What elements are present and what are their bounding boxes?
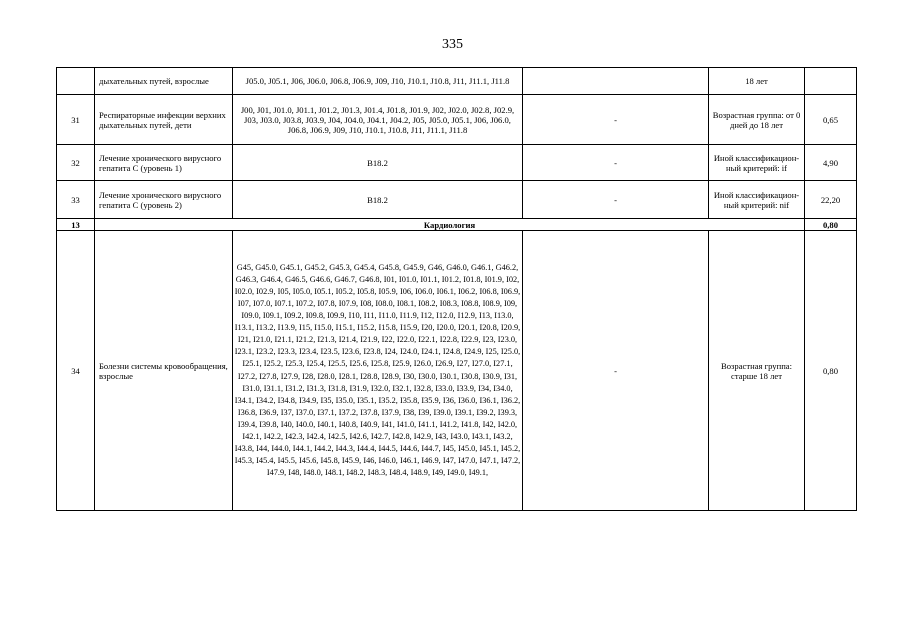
service-code: - [523,95,709,145]
classification-criterion: Иной классификацион-ный критерий: nif [709,181,805,219]
section-coefficient: 0,80 [805,219,857,231]
coefficient: 0,80 [805,231,857,511]
coefficient: 0,65 [805,95,857,145]
table-row [57,231,857,511]
page-number: 335 [442,37,463,52]
table-row [57,68,857,95]
service-code [523,68,709,95]
diagnosis-group-name: дыхательных путей, взрослые [95,68,233,95]
row-number: 34 [57,231,95,511]
table-row [57,145,857,181]
coefficient: 22,20 [805,181,857,219]
row-number: 31 [57,95,95,145]
service-code: - [523,145,709,181]
section-title: Кардиология [95,219,805,231]
coefficient [805,68,857,95]
service-code: - [523,181,709,219]
service-code: - [523,231,709,511]
table-row [57,95,857,145]
classification-criterion: 18 лет [709,68,805,95]
diagnosis-group-name: Респираторные инфекции верхних дыхательных путей, дети [95,95,233,145]
coefficient: 4,90 [805,145,857,181]
tariff-table [56,67,857,511]
icd-codes: B18.2 [233,145,523,181]
diagnosis-group-name: Болезни системы кровообращения, взрослые [95,231,233,511]
section-header-row [57,219,857,231]
row-number: 32 [57,145,95,181]
diagnosis-group-name: Лечение хронического вирусного гепатита С (уровень 1) [95,145,233,181]
classification-criterion: Возрастная группа: от 0 дней до 18 лет [709,95,805,145]
table-row [57,181,857,219]
classification-criterion: Иной классификацион-ный критерий: if [709,145,805,181]
classification-criterion: Возрастная группа: старше 18 лет [709,231,805,511]
icd-codes: G45, G45.0, G45.1, G45.2, G45.3, G45.4, G45.8, G45.9, G46, G46.0, G46.1, G46.2, G46.3, G46.4, G46.5, G46.6, G46.7, G46.8, I01, I01.0, I01.1, I01.2, I01.8, I01.9, I02, I02.0, I02.9, I05, I05.0, I05.1, I05.2, I05.8, I05.9, I06, I06.0, I06.1, I06.2, I06.8, I06.9, I07, I07.0, I07.1, I07.2, I07.8, I07.9, I08, I08.0, I08.1, I08.2, I08.3, I08.8, I08.9, I09, I09.0, I09.1, I09.2, I09.8, I09.9, I10, I11, I11.0, I11.9, I12, I12.0, I12.9, I13, I13.0, I13.1, I13.2, I13.9, I15, I15.0, I15.1, I15.2, I15.8, I15.9, I20, I20.0, I20.1, I20.8, I20.9, I21, I21.0, I21.1, I21.2, I21.3, I21.4, I21.9, I22, I22.0, I22.1, I22.8, I22.9, I23, I23.0, I23.1, I23.2, I23.3, I23.4, I23.5, I23.6, I23.8, I24, I24.0, I24.1, I24.8, I24.9, I25, I25.0, I25.1, I25.2, I25.3, I25.4, I25.5, I25.6, I25.8, I25.9, I26.0, I26.9, I27, I27.0, I27.1, I27.2, I27.8, I27.9, I28, I28.0, I28.1, I28.8, I28.9, I30, I30.0, I30.1, I30.8, I30.9, I31, I31.0, I31.1, I31.2, I31.3, I31.8, I31.9, I32.0, I32.1, I32.8, I33.0, I33.9, I34, I34.0, I34.1, I34.2, I34.8, I34.9, I35, I35.0, I35.1, I35.2, I35.8, I35.9, I36, I36.0, I36.1, I36.2, I36.8, I36.9, I37, I37.0, I37.1, I37.2, I37.8, I37.9, I38, I39, I39.0, I39.1, I39.2, I39.3, I39.4, I39.8, I40, I40.0, I40.1, I40.8, I40.9, I41, I41.0, I41.1, I41.2, I41.8, I42, I42.0, I42.1, I42.2, I42.3, I42.4, I42.5, I42.6, I42.7, I42.8, I42.9, I43, I43.0, I43.1, I43.2, I43.8, I44, I44.0, I44.1, I44.2, I44.3, I44.4, I44.5, I44.6, I44.7, I45, I45.0, I45.1, I45.2, I45.3, I45.4, I45.5, I45.6, I45.8, I45.9, I46, I46.0, I46.1, I46.9, I47, I47.0, I47.1, I47.2, I47.9, I48, I48.0, I48.1, I48.2, I48.3, I48.4, I48.9, I49, I49.0, I49.1, [233,231,523,511]
row-number [57,68,95,95]
icd-codes: J05.0, J05.1, J06, J06.0, J06.8, J06.9, J09, J10, J10.1, J10.8, J11, J11.1, J11.8 [233,68,523,95]
row-number: 33 [57,181,95,219]
diagnosis-group-name: Лечение хронического вирусного гепатита С (уровень 2) [95,181,233,219]
section-number: 13 [57,219,95,231]
icd-codes: J00, J01, J01.0, J01.1, J01.2, J01.3, J01.4, J01.8, J01.9, J02, J02.0, J02.8, J02.9, J03, J03.0, J03.8, J03.9, J04, J04.0, J04.1, J04.2, J05, J05.0, J05.1, J06, J06.0, J06.8, J06.9, J09, J10, J10.1, J10.8, J11, J11.1, J11.8 [233,95,523,145]
icd-codes: B18.2 [233,181,523,219]
